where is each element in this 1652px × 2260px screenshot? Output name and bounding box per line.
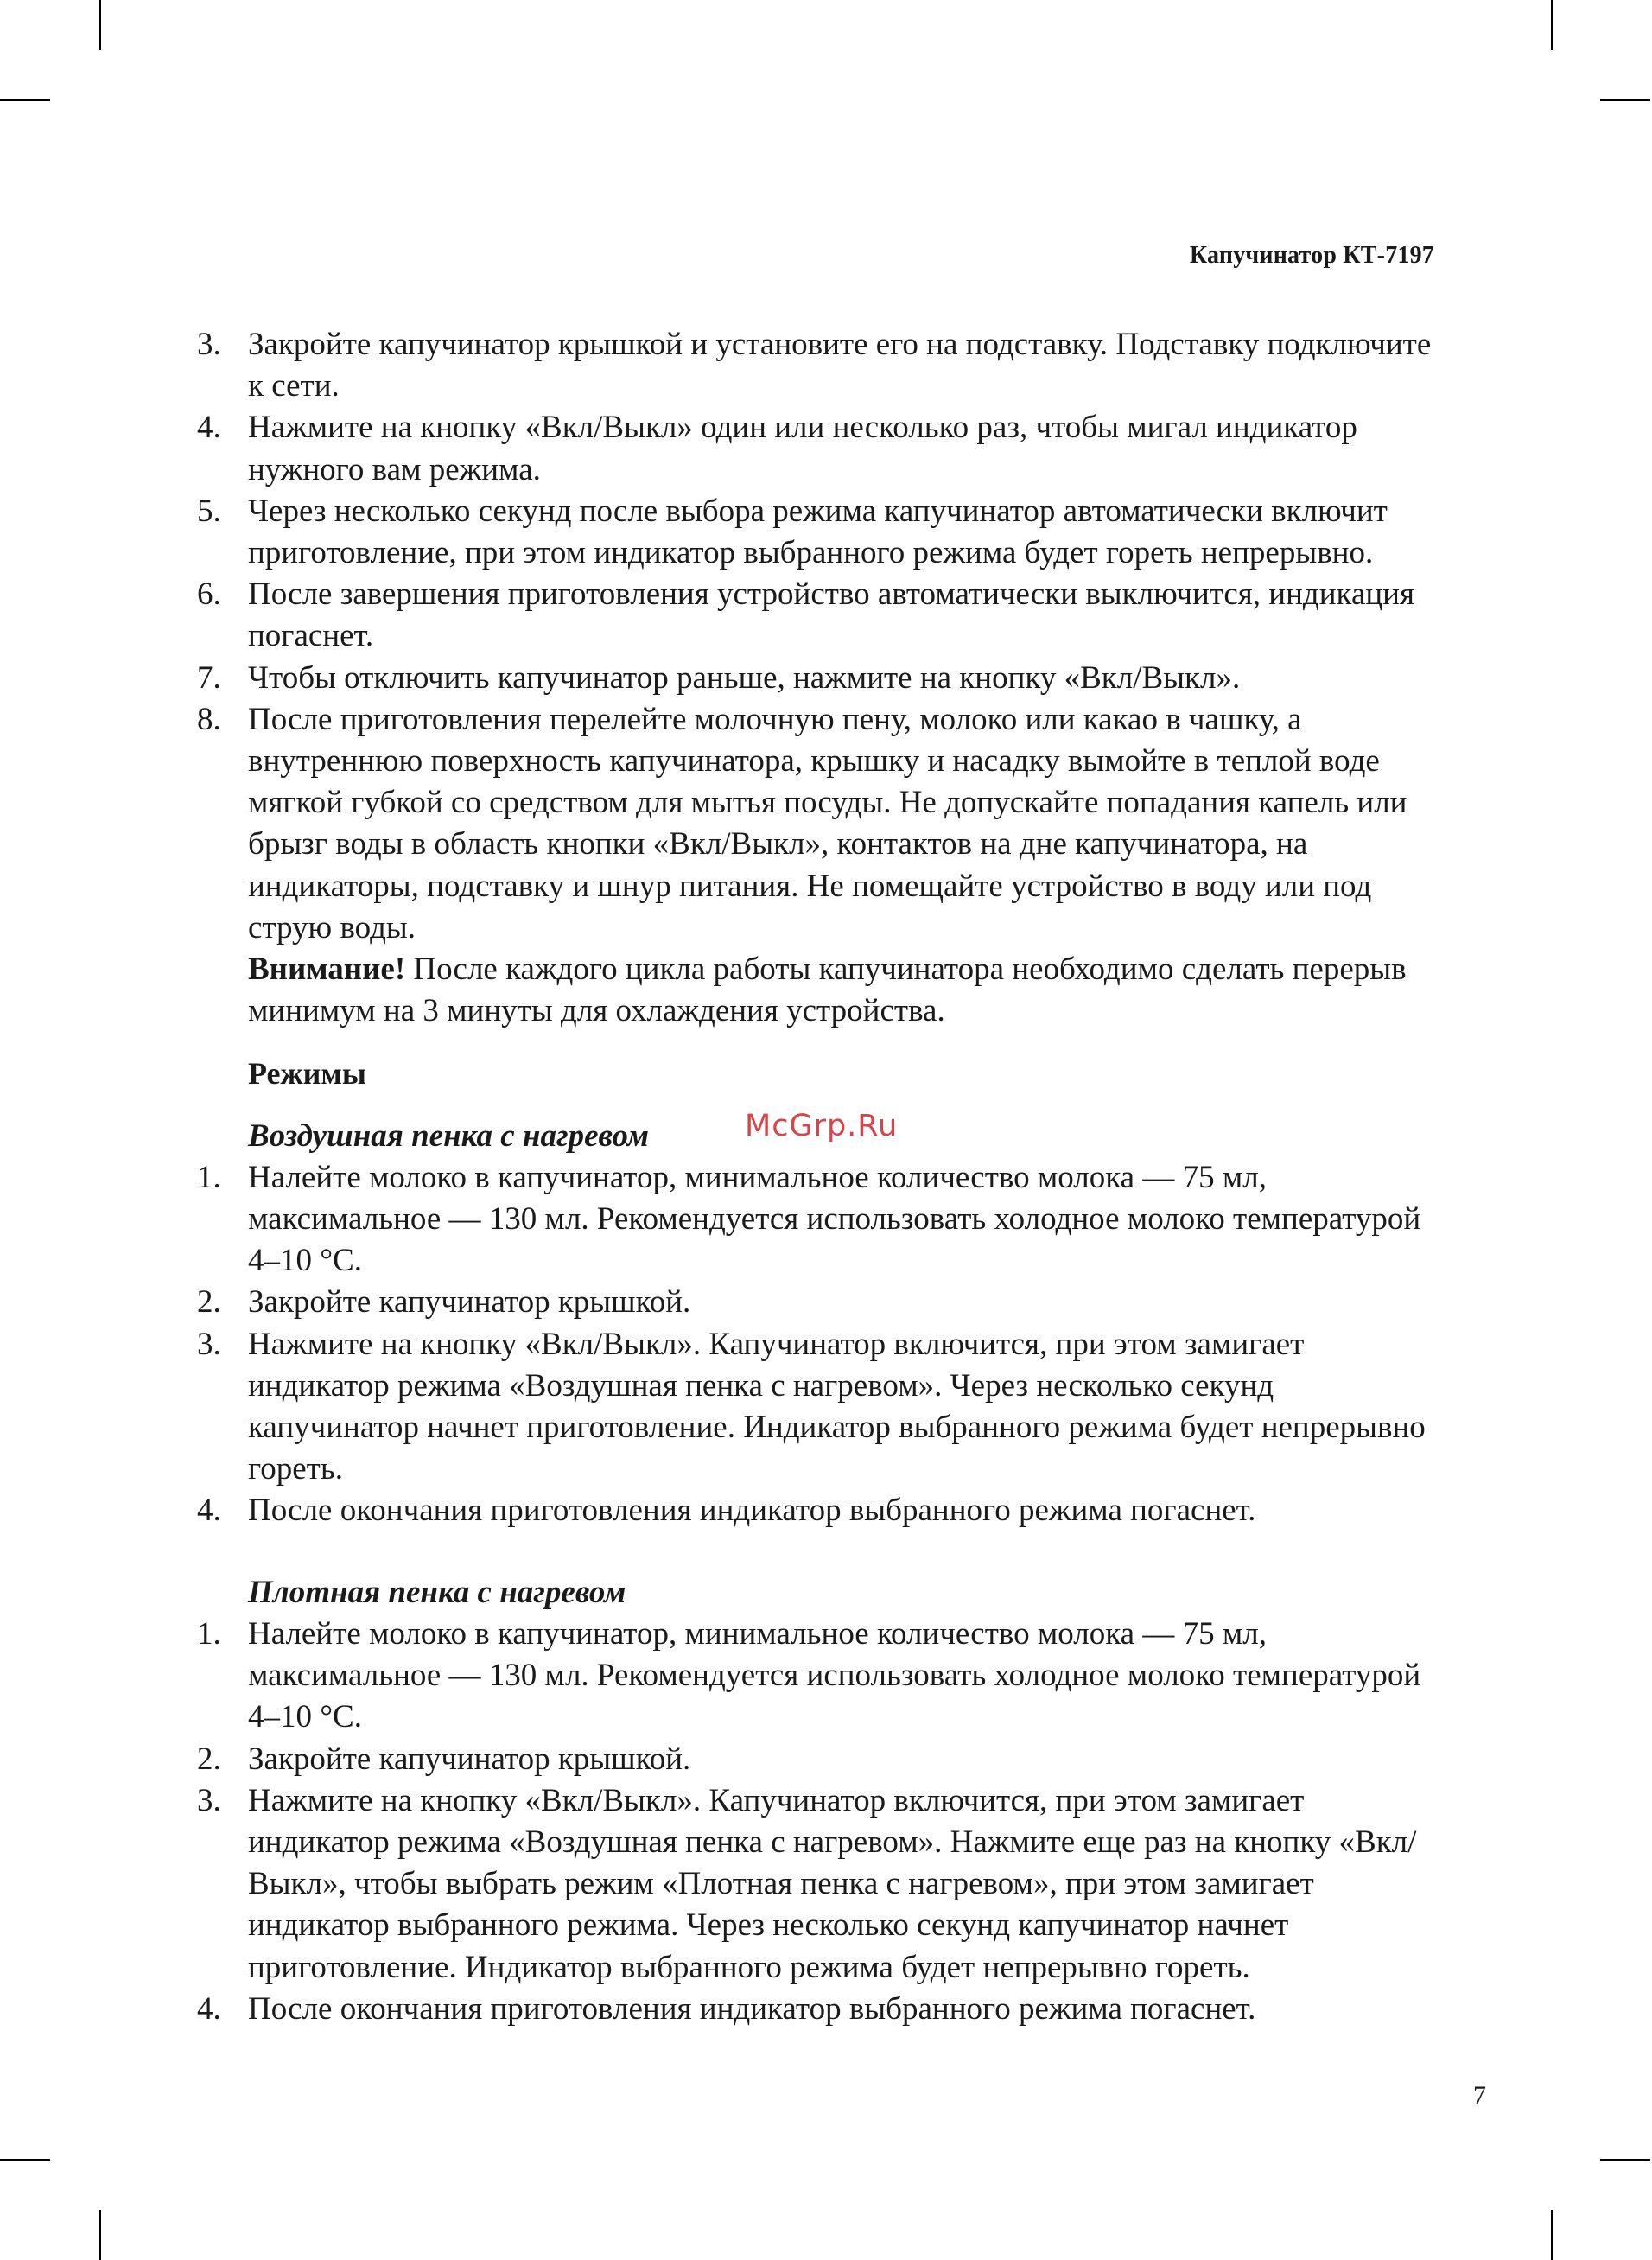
list-item: 6. После завершения приготовления устройство автоматически выключится, индикация погаснет. bbox=[197, 576, 1414, 654]
list-item: 5. Через несколько секунд после выбора режима капучинатор автоматически включит приготовление, при этом индикатор выбранного режима будет гореть непрерывно. bbox=[197, 493, 1388, 571]
mode-title-air-foam: Воздушная пенка с нагревом bbox=[248, 1117, 649, 1154]
crop-mark bbox=[99, 0, 101, 50]
crop-mark bbox=[0, 2159, 50, 2161]
mode-title-dense-foam: Плотная пенка с нагревом bbox=[248, 1574, 626, 1610]
page-content bbox=[197, 324, 1434, 2030]
mode2-steps-list bbox=[197, 1614, 1434, 2030]
list-item: 8. После приготовления перелейте молочную пену, молоко или какао в чашку, а внутреннюю поверхность капучинатора, крышку и насадку вымойте в теплой воде мягкой губкой со средством для мытья посуды. Не допускайте попадания капель или брызг воды в область кнопки «Вкл/Выкл», контактов на дне капучинатора, на индикаторы, подставку и шнур питания. Не помещайте устройство в воду или под струю воды. bbox=[197, 701, 1407, 945]
list-item: 3. Нажмите на кнопку «Вкл/Выкл». Капучинатор включится, при этом замигает индикатор режима «Воздушная пенка с нагревом». Нажмите еще раз на кнопку «Вкл/Выкл», чтобы выбрать режим «Плотная пенка с нагревом», при этом замигает индикатор выбранного режима. Через несколько секунд капучинатор начнет приготовление. Индикатор выбранного режима будет непрерывно гореть. bbox=[197, 1782, 1417, 1985]
watermark-text: McGrp.Ru bbox=[745, 1109, 899, 1143]
list-item: 7. Чтобы отключить капучинатор раньше, нажмите на кнопку «Вкл/Выкл». bbox=[197, 659, 1241, 696]
mode1-steps-list bbox=[197, 1157, 1434, 1532]
list-item: 4. После окончания приготовления индикатор выбранного режима погаснет. bbox=[197, 1990, 1256, 2027]
warning-paragraph: Внимание! После каждого цикла работы капучинатора необходимо сделать перерыв минимум на 3 минуты для охлаждения устройства. bbox=[248, 952, 1407, 1029]
list-item: 2. Закройте капучинатор крышкой. bbox=[197, 1741, 691, 1777]
list-item: 1. Налейте молоко в капучинатор, минимальное количество молока — 75 мл, максимальное — 130 мл. Рекомендуется использовать холодное молоко температурой 4–10 °С. bbox=[197, 1159, 1421, 1279]
crop-mark bbox=[1551, 0, 1553, 50]
list-item: 2. Закройте капучинатор крышкой. bbox=[197, 1284, 691, 1321]
section-title-modes: Режимы bbox=[248, 1056, 366, 1092]
list-item: 1. Налейте молоко в капучинатор, минимальное количество молока — 75 мл, максимальное — 130 мл. Рекомендуется использовать холодное молоко температурой 4–10 °С. bbox=[197, 1615, 1421, 1735]
warning-label: Внимание! bbox=[248, 952, 406, 988]
page-number: 7 bbox=[1473, 2081, 1486, 2110]
crop-mark bbox=[1600, 99, 1650, 101]
crop-mark bbox=[1551, 2210, 1553, 2260]
crop-mark bbox=[1600, 2159, 1650, 2161]
list-item: 3. Нажмите на кнопку «Вкл/Выкл». Капучинатор включится, при этом замигает индикатор режима «Воздушная пенка с нагревом». Через несколько секунд капучинатор начнет приготовление. Индикатор выбранного режима будет непрерывно гореть. bbox=[197, 1326, 1426, 1487]
list-item: 4. Нажмите на кнопку «Вкл/Выкл» один или несколько раз, чтобы мигал индикатор нужного вам режима. bbox=[197, 410, 1357, 487]
running-header: Капучинатор КТ-7197 bbox=[1189, 242, 1434, 269]
list-item: 4. После окончания приготовления индикатор выбранного режима погаснет. bbox=[197, 1493, 1256, 1529]
crop-mark bbox=[0, 99, 50, 101]
list-item: 3. Закройте капучинатор крышкой и установите его на подставку. Подставку подключите к сети. bbox=[197, 327, 1432, 404]
crop-mark bbox=[99, 2210, 101, 2260]
steps-list-continued bbox=[197, 324, 1434, 949]
